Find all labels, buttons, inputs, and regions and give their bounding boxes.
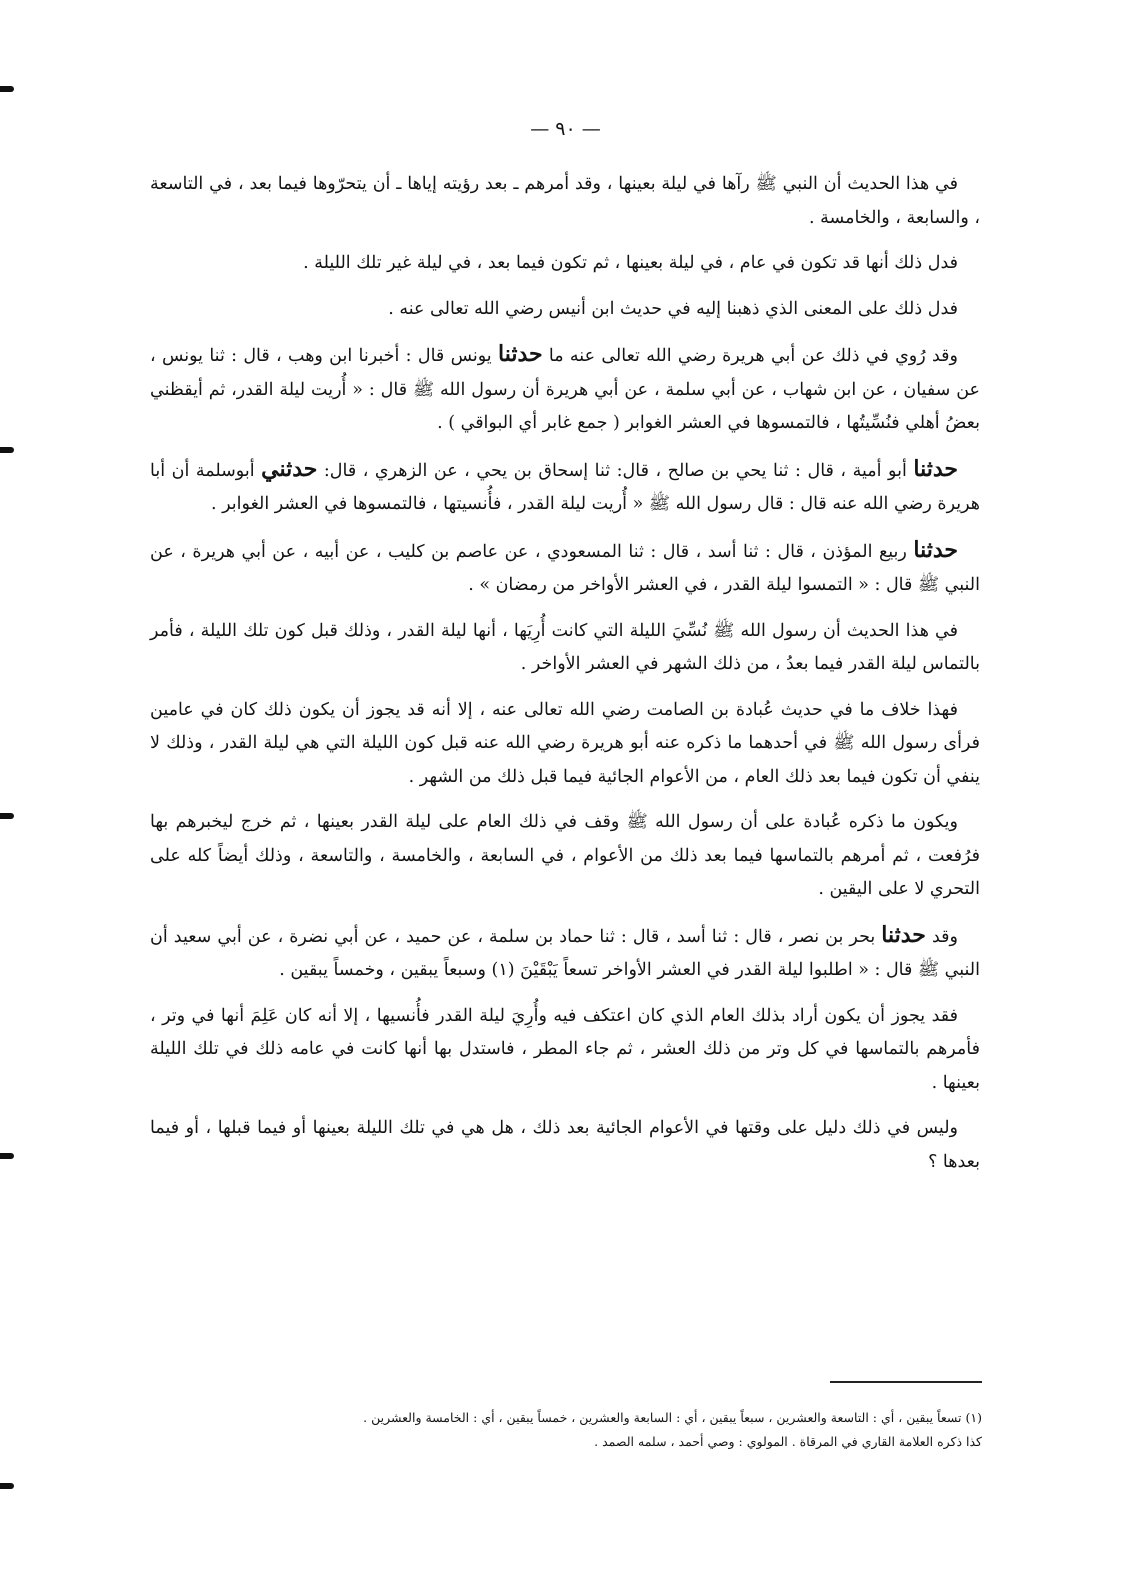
paragraph: فدل ذلك أنها قد تكون في عام ، في ليلة بعينها ، ثم تكون فيما بعد ، في ليلة غير تلك الليلة . bbox=[303, 253, 958, 273]
paragraph-text: وقد bbox=[925, 926, 958, 947]
paragraph bbox=[150, 919, 980, 988]
hadith-narration-keyword: حدثنا bbox=[913, 536, 958, 563]
paragraph-text: أبوسلمة أن أبا هريرة رضي الله عنه قال : قال رسول الله ﷺ « أُريت ليلة القدر ، فأُنسيتها ، فالتمسوها في العشر الغوابر . bbox=[150, 460, 980, 514]
paragraph bbox=[150, 453, 980, 522]
page-number: — ٩٠ — bbox=[530, 118, 601, 140]
scan-edge-mark bbox=[0, 813, 14, 819]
hadith-narration-keyword: حدثني bbox=[261, 455, 318, 482]
paragraph bbox=[150, 534, 980, 603]
paragraph-text: وقد رُوي في ذلك عن أبي هريرة رضي الله تعالى عنه ما bbox=[542, 346, 958, 366]
paragraph: في هذا الحديث أن رسول الله ﷺ نُسِّيَ الليلة التي كانت أُرِيَها ، أنها ليلة القدر ، وذلك قبل كون تلك الليلة ، فأمر بالتماس ليلة القدر فيما بعدُ ، من ذلك الشهر في العشر الأواخر . bbox=[150, 620, 980, 674]
footnote: (١) تسعاً يبقين ، أي : التاسعة والعشرين ، سبعاً يبقين ، أي : السابعة والعشرين ، خمساً يبقين ، أي : الخامسة والعشرين . bbox=[363, 1410, 982, 1425]
paragraph-text: بحر بن نصر ، قال : ثنا أسد ، قال : ثنا حماد بن سلمة ، عن حميد ، عن أبي نضرة ، عن أبي سعيد أن النبي ﷺ قال : « اطلبوا ليلة القدر في العشر الأواخر تسعاً يَبْقَيْنَ (١) وسبعاً يبقين ، وخمساً يبقين . bbox=[150, 926, 980, 980]
scan-edge-mark bbox=[0, 1483, 14, 1489]
paragraph-text: أبو أمية ، قال : ثنا يحي بن صالح ، قال: ثنا إسحاق بن يحي ، عن الزهري ، قال: bbox=[317, 460, 914, 481]
paragraph-text: ربيع المؤذن ، قال : ثنا أسد ، قال : ثنا المسعودي ، عن عاصم بن كليب ، عن أبيه ، عن أبي هريرة ، عن النبي ﷺ قال : « التمسوا ليلة القدر ، في العشر الأواخر من رمضان » . bbox=[150, 541, 980, 595]
footnote: كذا ذكره العلامة القاري في المرقاة . المولوي : وصي أحمد ، سلمه الصمد . bbox=[594, 1434, 982, 1449]
footnote-separator bbox=[830, 1381, 982, 1383]
paragraph: في هذا الحديث أن النبي ﷺ رآها في ليلة بعينها ، وقد أمرهم ـ بعد رؤيته إياها ـ أن يتحرّوها فيما بعد ، في التاسعة ، والسابعة ، والخامسة . bbox=[150, 174, 980, 228]
footnotes bbox=[140, 1406, 982, 1454]
paragraph: ويكون ما ذكره عُبادة على أن رسول الله ﷺ وقف في ذلك العام على ليلة القدر بعينها ، ثم خرج ليخبرهم بها فرُفعت ، ثم أمرهم بالتماسها فيما بعد ذلك من الأعوام ، في السابعة ، والخامسة ، والتاسعة ، وذلك أيضاً كله على التحري لا على اليقين . bbox=[150, 812, 980, 899]
hadith-narration-keyword: حدثنا bbox=[881, 921, 926, 948]
paragraph: وليس في ذلك دليل على وقتها في الأعوام الجائية بعد ذلك ، هل هي في تلك الليلة بعينها أو فيما قبلها ، أو فيما بعدها ؟ bbox=[150, 1118, 980, 1172]
scan-edge-mark bbox=[0, 1153, 14, 1159]
paragraph: فقد يجوز أن يكون أراد بذلك العام الذي كان اعتكف فيه وأُرِيَ ليلة القدر فأُنسيها ، إلا أنه كان عَلِمَ أنها في وتر ، فأمرهم بالتماسها في كل وتر من ذلك العشر ، ثم جاء المطر ، فاستدل بها أنها كانت في عامه ذلك في تلك الليلة بعينها . bbox=[150, 1005, 980, 1093]
paragraph: فدل ذلك على المعنى الذي ذهبنا إليه في حديث ابن أنيس رضي الله تعالى عنه . bbox=[388, 298, 958, 319]
main-text bbox=[150, 168, 980, 1191]
scan-edge-mark bbox=[0, 86, 14, 92]
hadith-narration-keyword: حدثنا bbox=[913, 455, 958, 482]
paragraph bbox=[150, 338, 980, 441]
hadith-narration-keyword: حدثنا bbox=[497, 341, 543, 367]
paragraph-text: يونس قال : أخبرنا ابن وهب ، قال : ثنا يونس ، عن سفيان ، عن ابن شهاب ، عن أبي سلمة ، عن أبي هريرة أن رسول الله ﷺ قال : « أُريت ليلة القدر، ثم أيقظني بعضُ أهلي فنُسِّيتُها ، فالتمسوها في العشر الغوابر ( جمع غابر أي البواقي ) . bbox=[150, 346, 980, 433]
paragraph: فهذا خلاف ما في حديث عُبادة بن الصامت رضي الله تعالى عنه ، إلا أنه قد يجوز أن يكون ذلك كان في عامين فرأى رسول الله ﷺ في أحدهما ما ذكره عنه أبو هريرة رضي الله عنه قبل كون الليلة التي هي ليلة القدر ، وذلك لا ينفي أن تكون فيما بعد ذلك العام ، من الأعوام الجائية فيما قبل ذلك من الشهر . bbox=[150, 699, 980, 787]
scan-edge-mark bbox=[0, 447, 14, 453]
